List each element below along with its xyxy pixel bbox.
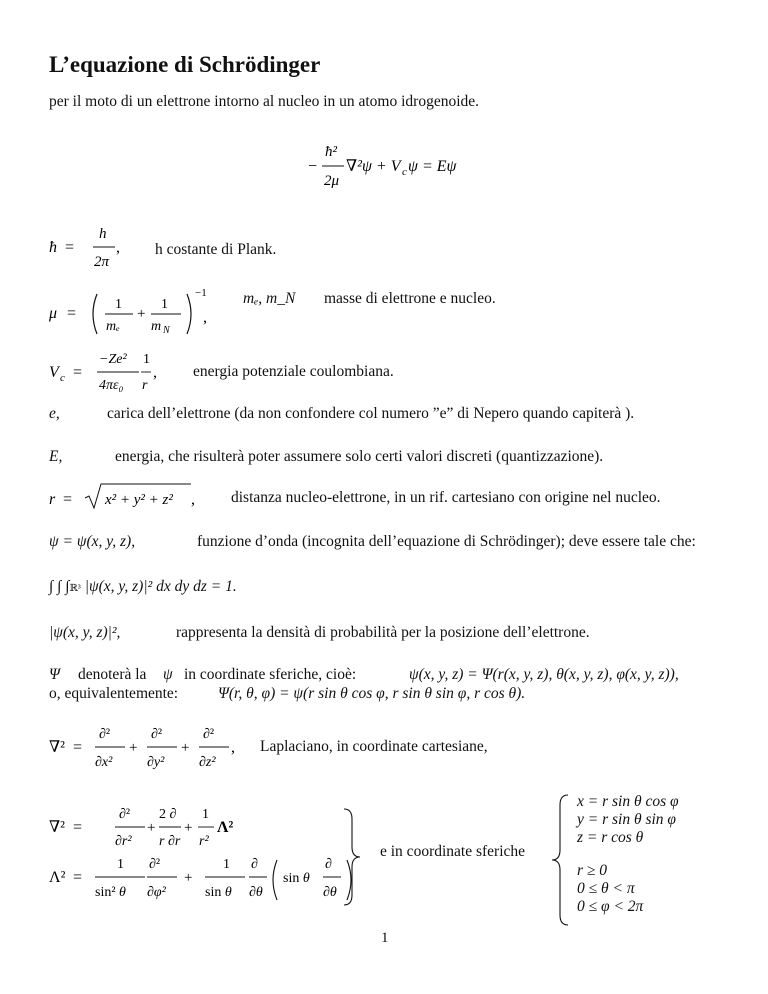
Psi-relation-2: Ψ(r, θ, φ) = ψ(r sin θ cos φ, r sin θ sin φ, r cos θ). [218,685,526,702]
Psi-relation-1: ψ(x, y, z) = Ψ(r(x, y, z), θ(x, y, z), φ(x, y, z)), [409,666,679,683]
svg-text:∂²: ∂² [119,807,131,822]
svg-text:2μ: 2μ [324,173,340,189]
svg-text:=: = [73,869,83,886]
svg-text:=: = [73,364,83,381]
svg-text:ħ: ħ [49,239,57,256]
subtitle: per il moto di un elettrone intorno al nucleo in un atomo idrogenoide. [49,93,480,110]
r-description: distanza nucleo-elettrone, in un rif. cartesiano con origine nel nucleo. [231,489,661,506]
svg-text:∂θ: ∂θ [249,885,263,900]
E-label: E, [49,448,63,465]
svg-text:∂y²: ∂y² [147,755,165,770]
svg-text:+: + [129,740,138,756]
svg-text:∂θ: ∂θ [323,885,337,900]
page-number: 1 [381,930,389,946]
svg-text:r: r [142,378,148,393]
svg-text:m: m [151,319,162,334]
spherical-z: z = r cos θ [577,829,644,846]
Psi-line1-b: in coordinate sferiche, cioè: [184,666,357,683]
mu-definition [49,280,249,346]
svg-text:−: − [308,158,318,175]
schrodinger-equation [300,135,500,195]
svg-text:r: r [49,491,56,508]
svg-text:sin θ: sin θ [283,871,310,886]
svg-text:,: , [153,364,157,381]
spherical-description: e in coordinate sferiche [380,843,526,860]
svg-text:−Ze²: −Ze² [99,352,127,367]
svg-text:,: , [231,739,235,756]
svg-text:Λ²: Λ² [49,869,66,886]
page-title: L’equazione di Schrödinger [49,52,321,77]
svg-text:4πε₀: 4πε₀ [99,378,124,393]
spherical-x: x = r sin θ cos φ [577,793,679,810]
normalization-integral: ∫ ∫ ∫ℝ³ |ψ(x, y, z)|² dx dy dz = 1. [49,578,237,595]
mu-variables: mₑ, m_N [243,290,296,307]
laplacian-spherical [49,800,369,910]
psi-symbol: ψ [163,666,173,683]
svg-text:∂z²: ∂z² [199,755,216,770]
e-description: carica dell’elettrone (da non confondere col numero ”e” di Nepero quando capiterà ). [107,405,635,422]
svg-text:∂²: ∂² [203,727,215,742]
svg-text:1: 1 [223,857,230,872]
Psi-line1-a: denoterà la [78,666,147,683]
svg-text:1: 1 [161,297,168,312]
svg-text:+: + [147,820,156,836]
svg-text:μ: μ [49,305,58,322]
range-r: r ≥ 0 [577,862,608,879]
svg-text:V: V [49,364,59,381]
svg-text:=: = [63,491,73,508]
svg-text:,: , [191,491,195,508]
svg-text:x² + y² + z²: x² + y² + z² [105,492,173,508]
vc-definition [49,345,179,405]
svg-text:+: + [184,820,193,836]
svg-text:∂: ∂ [325,857,332,872]
Psi-symbol: Ψ [49,666,60,683]
r-definition [49,480,239,514]
svg-text:∂²: ∂² [151,727,163,742]
svg-text:r²: r² [199,834,209,849]
mu-description: masse di elettrone e nucleo. [324,290,496,307]
hbar-description: h costante di Plank. [155,241,277,258]
spherical-y: y = r sin θ sin φ [577,811,676,828]
density-description: rappresenta la densità di probabilità per la posizione dell’elettrone. [176,624,590,641]
svg-text:∂x²: ∂x² [95,755,113,770]
svg-text:1: 1 [117,857,124,872]
range-phi: 0 ≤ φ < 2π [577,898,644,915]
right-brace [340,807,362,907]
hbar-definition [49,218,159,278]
svg-text:2 ∂: 2 ∂ [159,807,177,822]
e-label: e, [49,405,60,422]
svg-text:sin θ: sin θ [205,885,232,900]
svg-text:ψ = Eψ: ψ = Eψ [408,158,457,175]
svg-text:=: = [73,739,83,756]
svg-text:∂r²: ∂r² [115,834,132,849]
psi-definition: ψ = ψ(x, y, z), [49,533,136,550]
svg-text:∇²: ∇² [49,739,65,756]
svg-text:1: 1 [115,297,122,312]
svg-text:h: h [99,226,107,242]
svg-text:ħ²: ħ² [325,144,337,160]
svg-text:N: N [163,325,170,336]
vc-description: energia potenziale coulombiana. [193,363,394,380]
svg-text:∇²: ∇² [49,819,65,836]
range-theta: 0 ≤ θ < π [577,880,635,897]
svg-text:r ∂r: r ∂r [159,834,181,849]
E-description: energia, che risulterà poter assumere solo certi valori discreti (quantizzazione). [115,448,604,465]
svg-text:=: = [65,239,75,256]
density-expression: |ψ(x, y, z)|², [49,624,121,641]
svg-text:=: = [73,819,83,836]
svg-text:+: + [137,306,146,322]
laplacian-cartesian [49,718,259,778]
svg-text:−1: −1 [195,287,207,299]
svg-text:2π: 2π [94,254,110,270]
svg-text:1: 1 [143,352,150,367]
psi-description: funzione d’onda (incognita dell’equazione di Schrödinger); deve essere tale che: [197,533,696,550]
svg-text:=: = [67,305,77,322]
svg-text:,: , [116,239,120,256]
svg-text:Λ²: Λ² [217,819,234,836]
svg-text:∂²: ∂² [99,727,111,742]
svg-text:mₑ: mₑ [106,319,120,334]
svg-text:1: 1 [202,807,209,822]
svg-text:∂²: ∂² [149,857,161,872]
svg-text:c: c [402,166,407,178]
svg-text:∂φ²: ∂φ² [147,885,166,900]
svg-text:∂: ∂ [251,857,258,872]
svg-text:,: , [203,309,207,326]
svg-text:+: + [184,870,193,886]
Psi-line2-a: o, equivalentemente: [49,685,179,702]
left-brace [550,793,572,927]
laplacian-description: Laplaciano, in coordinate cartesiane, [260,738,488,755]
svg-text:sin² θ: sin² θ [95,885,126,900]
svg-text:c: c [60,372,65,384]
svg-text:∇²ψ + V: ∇²ψ + V [346,158,401,175]
svg-text:+: + [181,740,190,756]
